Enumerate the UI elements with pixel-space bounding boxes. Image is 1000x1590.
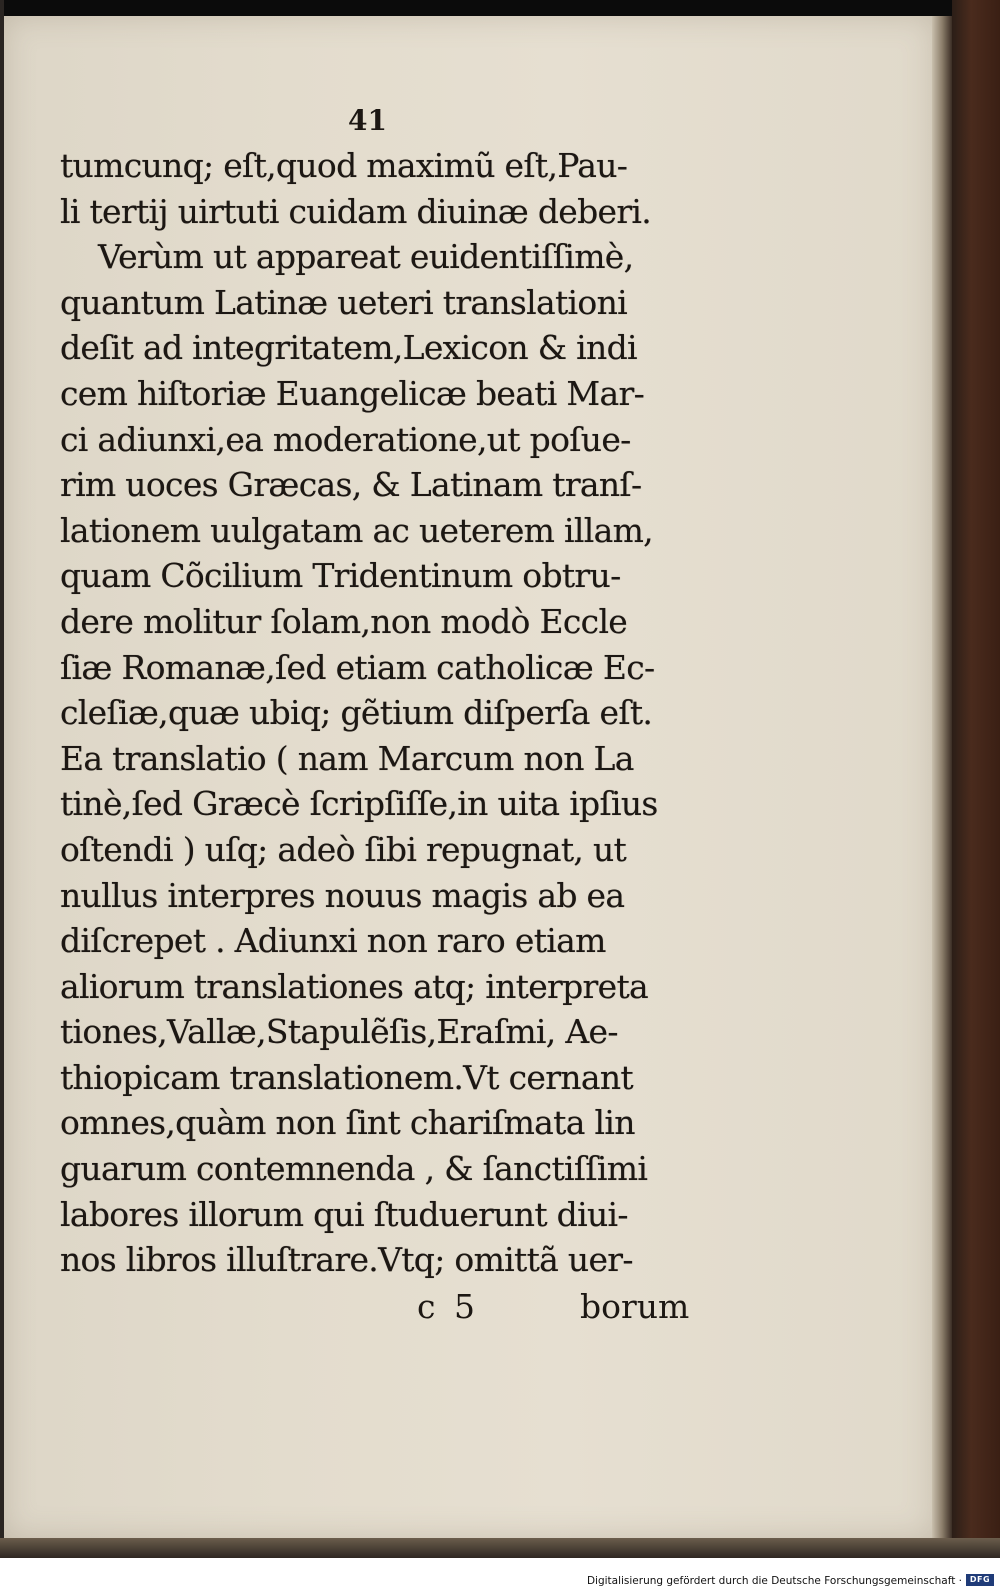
- text-line: dere molitur ſolam,non modò Eccle: [60, 601, 628, 641]
- text-line: tinè,ſed Græcè ſcripſiſſe,in uita ipſius: [60, 784, 658, 824]
- text-line: omnes,quàm non ſint chariſmata lin: [60, 1103, 635, 1143]
- page-number: 41: [348, 104, 387, 137]
- text-line: nos libros illuſtrare.Vtq; omittã uer-: [60, 1240, 633, 1280]
- text-line: labores illorum qui ſtuduerunt diui-: [60, 1194, 628, 1234]
- scan-bottom-edge: [0, 1538, 1000, 1558]
- text-line: rim uoces Græcas, & Latinam tranſ-: [60, 465, 642, 505]
- text-line: Verùm ut appareat euidentiſſimè,: [98, 237, 634, 277]
- signature-mark: c 5: [417, 1287, 479, 1326]
- text-line: tumcunq; eſt,quod maximũ eſt,Pau-: [60, 146, 628, 185]
- text-line: quantum Latinæ ueteri translationi: [60, 282, 627, 322]
- text-line: nullus interpres nouus magis ab ea: [60, 875, 625, 915]
- text-line: lationem uulgatam ac ueterem illam,: [60, 510, 653, 550]
- text-line: tiones,Vallæ,Stapulẽſis,Eraſmi, Ae-: [60, 1012, 618, 1052]
- text-line: thiopicam translationem.Vt cernant: [60, 1057, 633, 1097]
- page-gutter-shadow: [932, 16, 952, 1541]
- scan-top-edge: [0, 0, 1000, 16]
- text-line: aliorum translationes atq; interpreta: [60, 966, 648, 1006]
- text-line: li tertij uirtuti cuidam diuinæ deberi.: [60, 191, 652, 231]
- text-line: ſiæ Romanæ,ſed etiam catholicæ Ec-: [60, 647, 655, 687]
- dfg-logo: DFG: [966, 1574, 994, 1586]
- text-line: quam Cõcilium Tridentinum obtru-: [60, 556, 621, 596]
- text-line: cleſiæ,quæ ubiq; gẽtium diſperſa eſt.: [60, 693, 653, 733]
- book-cover-edge: [952, 0, 1000, 1560]
- body-text: [60, 143, 710, 1283]
- catchword: borum: [580, 1287, 690, 1326]
- text-line: oſtendi ) uſq; adeò ſibi repugnat, ut: [60, 829, 627, 869]
- text-line: deſit ad integritatem,Lexicon & indi: [60, 328, 637, 368]
- text-line: diſcrepet . Adiunxi non raro etiam: [60, 921, 606, 961]
- text-line: guarum contemnenda , & ſanctiſſimi: [60, 1149, 648, 1189]
- text-line: cem hiſtoriæ Euangelicæ beati Mar-: [60, 373, 645, 413]
- digitization-credit: Digitalisierung gefördert durch die Deutsche Forschungsgemeinschaft ·: [586, 1575, 962, 1587]
- text-line: Ea translatio ( nam Marcum non La: [60, 738, 634, 778]
- text-line: ci adiunxi,ea moderatione,ut poſue-: [60, 419, 631, 459]
